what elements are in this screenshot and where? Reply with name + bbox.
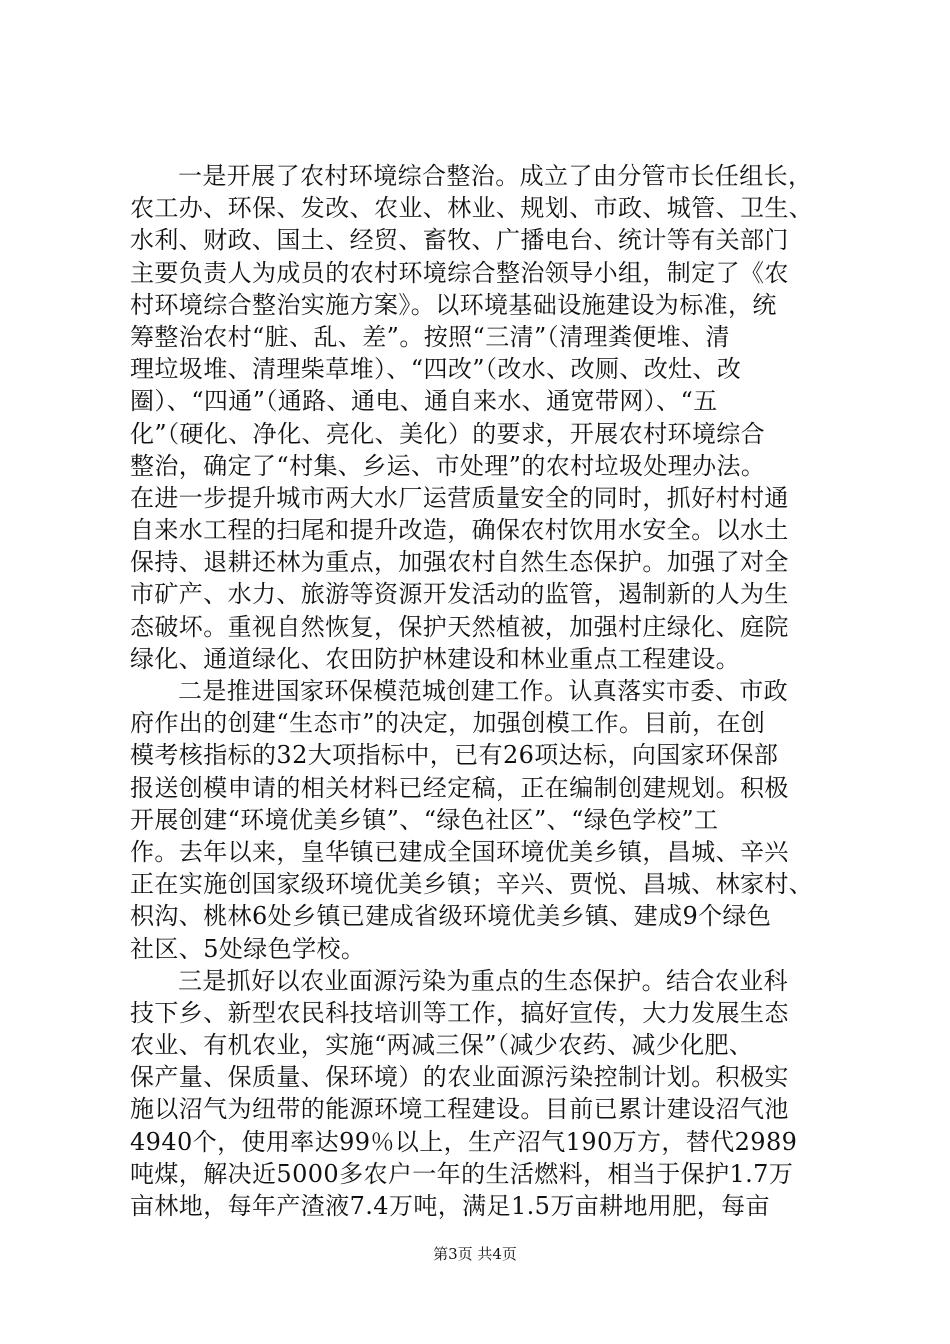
paragraph-line: 筹整治农村“脏、乱、差”。按照“三清”（清理粪便堆、清 (130, 322, 730, 351)
paragraph-line: 农工办、环保、发改、农业、林业、规划、市政、城管、卫生、 (130, 194, 814, 223)
body-text (130, 160, 830, 1222)
paragraph-line: 模考核指标的32大项指标中，已有26项达标，向国家环保部 (130, 741, 779, 770)
paragraph-line: 三是抓好以农业面源污染为重点的生态保护。结合农业科 (178, 966, 788, 995)
paragraph-line: 化”（硬化、净化、亮化、美化）的要求，开展农村环境综合 (130, 419, 766, 448)
paragraph-line: 技下乡、新型农民科技培训等工作，搞好宣传，大力发展生态 (130, 998, 789, 1027)
paragraph-line: 整治，确定了“村集、乡运、市处理”的农村垃圾处理办法。 (130, 451, 766, 480)
paragraph-line: 主要负责人为成员的农村环境综合整治领导小组，制定了《农 (130, 258, 789, 287)
page-indicator: 第3页 共4页 (433, 1245, 517, 1263)
paragraph-line: 农业、有机农业，实施“两减三保”（减少农药、减少化肥、 (130, 1031, 754, 1060)
paragraph-line: 保产量、保质量、保环境）的农业面源污染控制计划。积极实 (130, 1063, 789, 1092)
paragraph-line: 亩林地，每年产渣液7.4万吨，满足1.5万亩耕地用肥，每亩 (130, 1192, 770, 1220)
paragraph-line: 绿化、通道绿化、农田防护林建设和林业重点工程建设。 (130, 644, 740, 673)
paragraph-line: 村环境综合整治实施方案》。以环境基础设施建设为标准，统 (130, 290, 777, 319)
paragraph-line: 理垃圾堆、清理柴草堆）、“四改”（改水、改厕、改灶、改 (130, 355, 742, 384)
paragraph-line: 报送创模申请的相关材料已经定稿，正在编制创建规划。积极 (130, 773, 789, 802)
paragraph-line: 市矿产、水力、旅游等资源开发活动的监管，遏制新的人为生 (130, 580, 789, 609)
paragraph-line: 开展创建“环境优美乡镇”、“绿色社区”、“绿色学校”工 (130, 805, 719, 834)
paragraph-line: 二是推进国家环保模范城创建工作。认真落实市委、市政 (178, 677, 788, 705)
paragraph-line: 保持、退耕还林为重点，加强农村自然生态保护。加强了对全 (130, 548, 789, 577)
paragraph-line: 吨煤，解决近5000多农户一年的生活燃料，相当于保护1.7万 (130, 1159, 794, 1188)
paragraph-line: 态破坏。重视自然恢复，保护天然植被，加强村庄绿化、庭院 (130, 612, 789, 641)
paragraph-line: 一是开展了农村环境综合整治。成立了由分管市长任组长， (178, 162, 813, 190)
paragraph-line: 圈）、“四通”（通路、通电、通自来水、通宽带网）、“五 (130, 387, 718, 416)
paragraph-line: 在进一步提升城市两大水厂运营质量安全的同时，抓好村村通 (130, 483, 789, 512)
paragraph-line: 4940个，使用率达99％以上，生产沼气190万方，替代2989 (130, 1127, 798, 1156)
page-footer (0, 1244, 950, 1264)
paragraph-line: 社区、5处绿色学校。 (130, 934, 366, 963)
paragraph-line: 作。去年以来，皇华镇已建成全国环境优美乡镇，昌城、辛兴 (130, 837, 789, 866)
paragraph-line: 枳沟、桃林6处乡镇已建成省级环境优美乡镇、建成9个绿色 (130, 902, 772, 931)
paragraph-line: 施以沼气为纽带的能源环境工程建设。目前已累计建设沼气池 (130, 1095, 789, 1124)
paragraph-line: 正在实施创国家级环境优美乡镇；辛兴、贾悦、昌城、林家村、 (130, 870, 814, 899)
paragraph-line: 府作出的创建“生态市”的决定，加强创模工作。目前，在创 (130, 709, 766, 738)
paragraph-line: 自来水工程的扫尾和提升改造，确保农村饮用水安全。以水土 (130, 516, 789, 545)
paragraph-line: 水利、财政、国土、经贸、畜牧、广播电台、统计等有关部门 (130, 226, 789, 255)
